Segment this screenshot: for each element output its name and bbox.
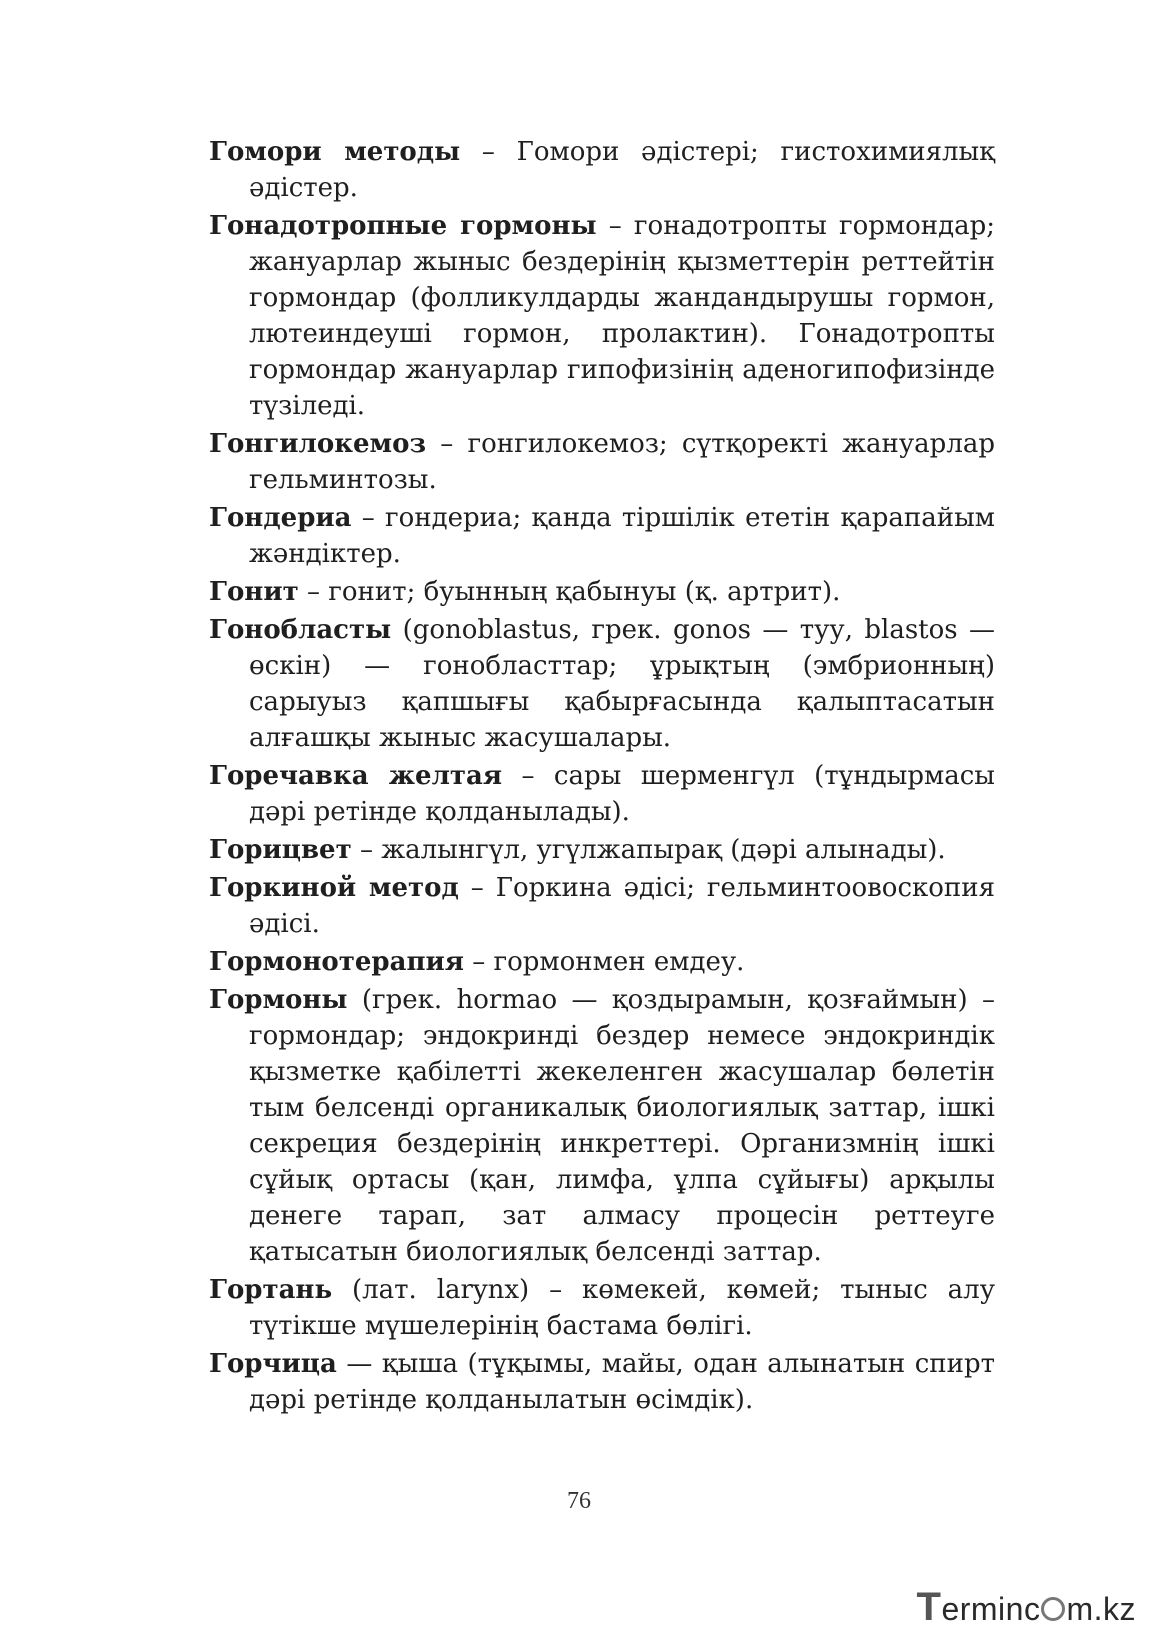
entry — [209, 134, 995, 206]
entry-definition: – гондериа; қанда тіршілік ететін қарапайым жәндіктер. — [249, 503, 995, 569]
termincom-watermark[interactable] — [917, 1585, 1137, 1630]
entry-term: Горечавка желтая — [209, 761, 503, 791]
entry-definition: – жалынгүл, угүлжапырақ (дәрі алынады). — [351, 835, 946, 865]
entry-term: Горкиной метод — [209, 873, 459, 903]
entry — [209, 1346, 995, 1418]
entry — [209, 500, 995, 572]
watermark-text-start: erminc — [941, 1591, 1041, 1627]
entry-term: Гонобласты — [209, 615, 392, 645]
entry-term: Гонгилокемоз — [209, 429, 427, 459]
entry — [209, 426, 995, 498]
entry-term: Гормонотерапия — [209, 947, 464, 977]
page-number: 76 — [567, 1488, 591, 1514]
dictionary-page — [209, 134, 995, 1420]
watermark-text-end: m.kz — [1066, 1591, 1136, 1627]
entry — [209, 1272, 995, 1344]
entry-definition: (грек. hormao — қоздырамын, қозғаймын) – гормондар; эндокринді бездер немесе эндокриндік қызметке қабілетті жекеленген жасушалар бөлетін тым белсенді органикалық биологиялық заттар, ішкі секреция бездерінің инкреттері. Организмнің ішкі сұйық ортасы (қан, лимфа, ұлпа сұйығы) арқылы денеге тарап, зат алмасу процесін реттеуге қатысатын биологиялық белсенді заттар. — [249, 985, 995, 1267]
entry — [209, 574, 995, 610]
entry — [209, 612, 995, 756]
entry-definition: – Гомори әдістері; гистохимиялық әдістер. — [249, 137, 995, 203]
entry-definition: (лат. larynx) – көмекей, көмей; тыныс алу түтікше мүшелерінің бастама бөлігі. — [249, 1275, 995, 1341]
entry-definition: – Горкина әдісі; гельминтоовоскопия әдісі. — [249, 873, 995, 939]
watermark-letter: T — [916, 1585, 942, 1629]
entry-term: Гортань — [209, 1275, 333, 1305]
entry — [209, 758, 995, 830]
entry-term: Гомори методы — [209, 137, 461, 167]
entry-term: Гормоны — [209, 985, 348, 1015]
entry — [209, 944, 995, 980]
entry-term: Горчица — [209, 1349, 337, 1379]
entry-definition: – гонит; буынның қабынуы (қ. артрит). — [298, 577, 841, 607]
magnifier-icon — [1041, 1597, 1065, 1621]
entry — [209, 870, 995, 942]
entry-term: Горицвет — [209, 835, 352, 865]
entry-term: Гонит — [209, 577, 299, 607]
entry — [209, 982, 995, 1270]
entry-definition: – гонгилокемоз; сүтқоректі жануарлар гельминтозы. — [249, 429, 995, 495]
entry-definition: – сары шерменгүл (тұндырмасы дәрі ретінде қолданылады). — [249, 761, 995, 827]
entry — [209, 208, 995, 424]
entry-definition: – гормонмен емдеу. — [463, 947, 745, 977]
entry-term: Гонадотропные гормоны — [209, 211, 597, 241]
entry — [209, 832, 995, 868]
entry-definition: — қыша (тұқымы, майы, одан алынатын спирт дәрі ретінде қолданылатын өсімдік). — [249, 1349, 995, 1415]
entry-definition: – гонадотропты гормондар; жануарлар жыныс бездерінің қызметтерін реттейтін гормондар (фолликулдарды жандандырушы гормон, лютеиндеуші гормон, пролактин). Гонадотропты гормондар жануарлар гипофизінің аденогипофизінде түзіледі. — [249, 211, 995, 421]
entry-term: Гондериа — [209, 503, 352, 533]
entry-definition: (gonoblastus, грек. gonos — туу, blastos — өскін) — гонобласттар; ұрықтың (эмбрионның) сарыуыз қапшығы қабырғасында қалыптасатын алғашқы жыныс жасушалары. — [249, 615, 995, 753]
